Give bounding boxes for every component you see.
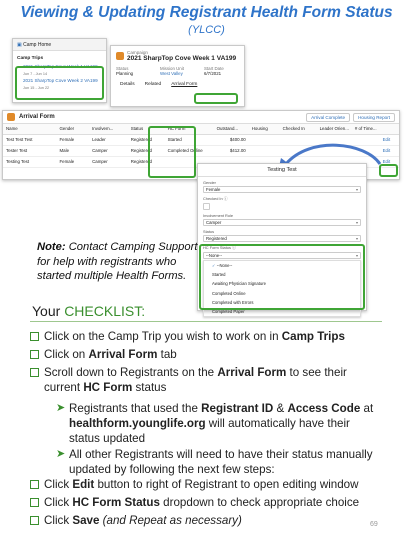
campaign-screenshot <box>110 45 245 107</box>
checklist-item: Scroll down to Registrants on the Arrival Form to see their current HC Form status <box>30 365 385 395</box>
arrival-form-title: Arrival Form <box>19 114 55 120</box>
gender-field[interactable]: Female ▾ <box>203 186 361 193</box>
arrival-form-icon <box>7 113 15 121</box>
checkbox-icon <box>30 480 39 489</box>
checklist-item: Click Save (and Repeat as necessary) <box>30 513 385 528</box>
edit-window-screenshot: Testing Test Gender Female ▾ Checked In ⓘ Involvement Role Camper ▾ Status Registered ▾ HC Form Status ⓘ --None-- ▾ ✓ --None-- Started Awaiting Physician Signature Completed Online Completed with Errors Completed Paper <box>197 163 367 311</box>
dropdown-option[interactable]: ✓ --None-- <box>212 263 233 268</box>
dropdown-option[interactable]: Completed with Errors <box>212 299 254 305</box>
column-header[interactable]: Housing <box>249 124 280 134</box>
info-icon: ⓘ <box>223 196 228 201</box>
page-title: Viewing & Updating Registrant Health Form Status <box>20 4 393 21</box>
edit-button[interactable]: Edit <box>380 145 399 156</box>
checkbox-icon <box>30 332 39 341</box>
camp-home-header: ▣ Camp Home <box>13 39 106 51</box>
checkbox-icon <box>30 498 39 507</box>
dropdown-option[interactable]: Completed Paper <box>212 308 245 314</box>
column-header[interactable]: Outstand... <box>214 124 249 134</box>
housing-report-button[interactable]: Housing Report <box>353 113 395 122</box>
column-header[interactable]: # of Time... <box>352 124 380 134</box>
tab-details[interactable]: Details <box>120 82 135 87</box>
camp-trip-item[interactable]: 2021 SharpTop Cove Week 1 VA199 <box>23 64 98 69</box>
dropdown-option[interactable]: Completed Online <box>212 290 246 296</box>
column-header[interactable]: Checked In <box>280 124 317 134</box>
column-header[interactable]: Status <box>128 124 165 134</box>
chevron-down-icon: ▾ <box>355 220 358 225</box>
campaign-details: Status Planning Mission Unit West Valley Start Date 6/7/2021 <box>116 66 224 76</box>
checklist-item: Click on Arrival Form tab <box>30 347 385 362</box>
table-row: Test Test Test Female Leader Registered Started $400.00 Edit <box>3 134 399 145</box>
involvement-role-field[interactable]: Camper ▾ <box>203 219 361 226</box>
campaign-name: 2021 SharpTop Cove Week 1 VA199 <box>127 55 237 62</box>
checklist-item: Click on the Camp Trip you wish to work on in Camp Trips <box>30 329 385 344</box>
checkbox-icon <box>30 516 39 525</box>
page-number: 69 <box>370 521 378 528</box>
hc-form-column-highlight <box>148 126 196 178</box>
edit-button[interactable]: Edit <box>380 134 399 145</box>
checklist-subitem: ➤ Registrants that used the Registrant ID & Access Code at healthform.younglife.org will automatically have their status updated <box>56 402 374 445</box>
checked-in-checkbox[interactable] <box>203 203 210 210</box>
column-header[interactable]: Gender <box>57 124 90 134</box>
arrival-complete-button[interactable]: Arrival Complete <box>306 113 350 122</box>
dropdown-option[interactable]: Awaiting Physician Signature <box>212 281 266 287</box>
table-row: Tester Test Male Camper Registered Completed Online $412.00 Edit <box>3 145 399 156</box>
camp-list-screenshot <box>12 38 107 103</box>
edit-button[interactable]: Edit <box>380 156 399 167</box>
hc-form-status-highlight <box>199 244 365 310</box>
table-row: Testing Test Female Camper Registered Edit <box>3 156 399 167</box>
camp-trip-dates: Jun 15 - Jun 22 <box>23 86 50 90</box>
tab-arrival-form[interactable]: Arrival Form <box>171 82 198 87</box>
dropdown-option[interactable]: Started <box>212 272 226 278</box>
check-icon: ✓ <box>212 263 216 268</box>
arrow-bullet-icon: ➤ <box>56 402 66 414</box>
edit-window-title: Testing Test <box>198 164 366 177</box>
camp-trips-highlight <box>15 66 104 100</box>
hc-form-status-dropdown[interactable]: --None-- ▾ <box>203 252 361 259</box>
chevron-down-icon: ▾ <box>355 187 358 192</box>
campaign-tabs <box>116 82 239 87</box>
tab-related[interactable]: Related <box>144 82 162 87</box>
checklist-subitem: ➤ All other Registrants will need to have their status manually updated by following the next few steps: <box>56 448 373 476</box>
status-field[interactable]: Registered ▾ <box>203 235 361 242</box>
checkbox-icon <box>30 350 39 359</box>
arrow-bullet-icon: ➤ <box>56 448 66 460</box>
column-header[interactable]: Leader Orien... <box>317 124 352 134</box>
checkbox-icon <box>30 368 39 377</box>
home-icon: ▣ <box>17 42 22 48</box>
checklist-item: Click HC Form Status dropdown to check appropriate choice <box>30 495 385 510</box>
checklist-heading: Your CHECKLIST: <box>32 303 146 319</box>
column-header[interactable]: Name <box>3 124 57 134</box>
info-icon: ⓘ <box>231 245 236 250</box>
checklist-item: Click Edit button to right of Registrant to open editing window <box>30 477 385 492</box>
camp-trip-item[interactable]: 2021 SharpTop Cove Week 2 VA199 <box>23 78 98 83</box>
campaign-caption: Campaign <box>127 50 148 55</box>
camp-trip-dates: Jun 7 - Jun 14 <box>23 72 48 76</box>
arrival-tab-highlight <box>194 93 238 104</box>
chevron-down-icon: ▾ <box>355 253 358 258</box>
page-subtitle: (YLCC) <box>188 24 225 36</box>
support-note: Note: Contact Camping Support for help with registrants who started multiple Health Forms. <box>37 241 198 282</box>
campaign-icon <box>116 52 124 60</box>
table-header-row <box>3 124 399 134</box>
column-header[interactable]: Involvem... <box>89 124 128 134</box>
chevron-down-icon: ▾ <box>355 236 358 241</box>
checklist-divider <box>30 321 382 322</box>
camp-trips-section: Camp Trips <box>17 56 44 61</box>
column-header[interactable]: HC Form <box>165 124 214 134</box>
